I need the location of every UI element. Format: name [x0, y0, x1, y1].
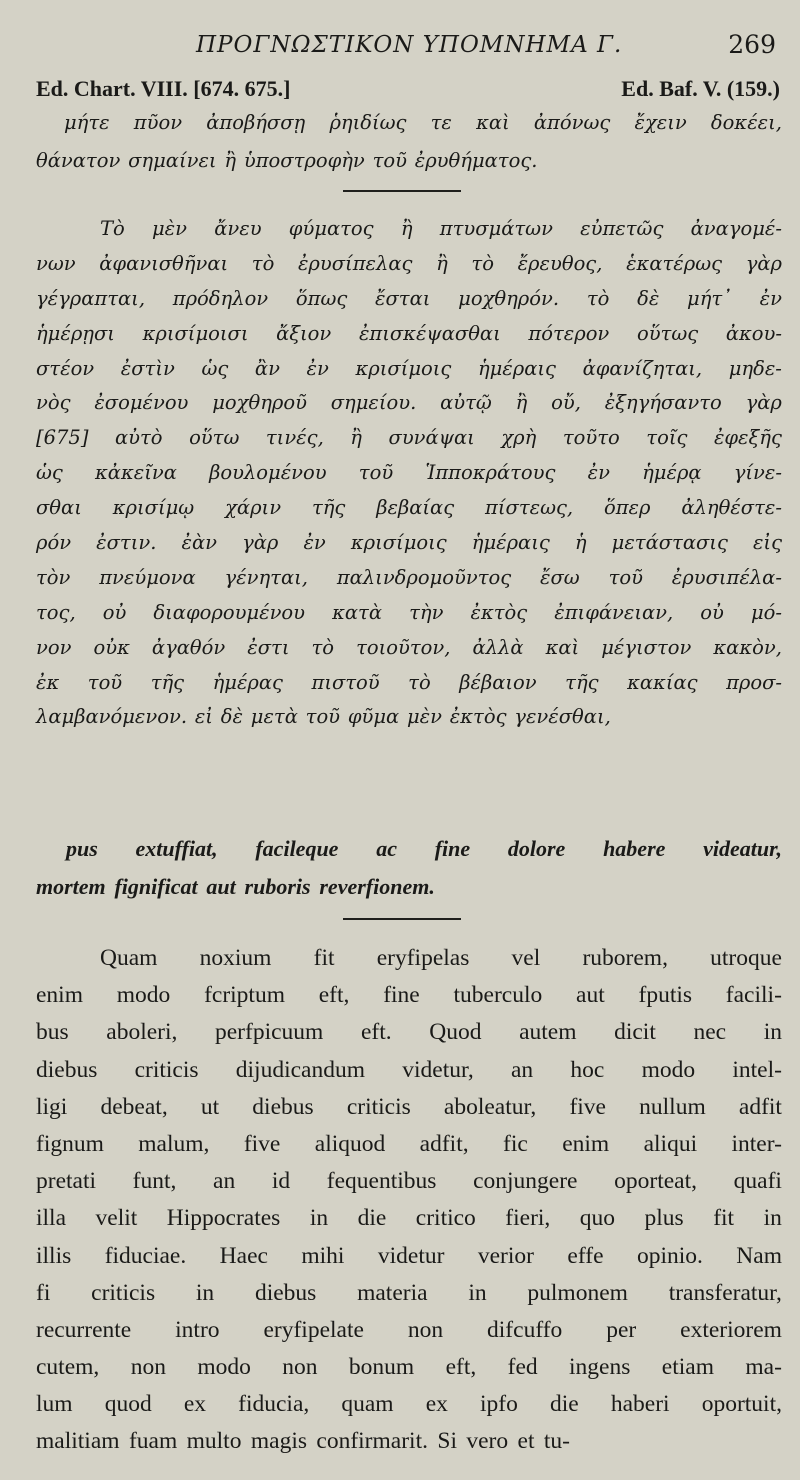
text-line: mortem fignificat aut ruboris reverfionem. — [36, 874, 435, 899]
text-line: enim modo fcriptum eft, fine tuberculo aut fputis facili- — [36, 982, 782, 1009]
greek-commentary — [36, 212, 782, 735]
text-line: ὡς κἀκεῖνα βουλομένου τοῦ Ἱπποκράτους ἐν ἡμέρᾳ γίνε- — [36, 461, 782, 485]
text-line: [675] αὐτὸ οὕτω τινές, ἢ συνάψαι χρὴ τοῦτο τοῖς ἐφεξῆς — [36, 426, 782, 450]
running-head — [0, 30, 800, 64]
latin-commentary — [36, 940, 782, 1461]
text-line: νὸς ἐσομένου μοχθηροῦ σημείου. αὐτῷ ἢ οὔ, ἐξηγήσαντο γὰρ — [36, 391, 782, 415]
section-rule-greek — [343, 190, 461, 192]
text-line: σθαι κρισίμῳ χάριν τῆς βεβαίας πίστεως, ὅπερ ἀληθέστε- — [36, 496, 782, 520]
section-rule-latin — [343, 918, 461, 920]
greek-lemma — [36, 104, 782, 180]
text-line: μήτε πῦον ἀποβήσσῃ ῥηιδίως τε καὶ ἀπόνως ἔχειν δοκέει, — [64, 111, 782, 134]
text-line: illa velit Hippocrates in die critico fieri, quo plus fit in — [36, 1205, 782, 1232]
text-line: λαμβανόμενον. εἰ δὲ μετὰ τοῦ φῦμα μὲν ἐκτὸς γενέσθαι, — [36, 705, 611, 729]
latin-lemma — [36, 830, 782, 906]
text-line: τὸν πνεύμονα γένηται, παλινδρομοῦντος ἔσω τοῦ ἐρυσιπέλα- — [36, 565, 782, 589]
running-title: ΠΡΟΓΝΩΣΤΙΚΟΝ ΥΠΟΜΝΗΜΑ Γ. — [196, 32, 623, 58]
text-line: pretati funt, an id fequentibus conjungere oporteat, quafi — [36, 1168, 782, 1195]
edition-chartier: Ed. Chart. VIII. [674. 675.] — [36, 76, 291, 101]
text-line: lum quod ex fiducia, quam ex ipfo die haberi oportuit, — [36, 1391, 782, 1418]
text-line: fignum malum, five aliquod adfit, fic enim aliqui inter- — [36, 1130, 782, 1157]
text-line: ligi debeat, ut diebus criticis aboleatur, five nullum adfit — [36, 1093, 782, 1120]
text-line: cutem, non modo non bonum eft, fed ingens etiam ma- — [36, 1354, 782, 1381]
text-line: ἡμέρῃσι κρισίμοισι ἄξιον ἐπισκέψασθαι πότερον οὕτως ἀκου- — [36, 321, 782, 345]
text-line: recurrente intro eryfipelate non difcuffo per exteriorem — [36, 1316, 782, 1343]
edition-line — [36, 76, 780, 106]
edition-basel: Ed. Baf. V. (159.) — [621, 76, 780, 101]
text-line: pus extuffiat, facileque ac fine dolore habere videatur, — [66, 836, 782, 861]
text-line: τος, οὐ διαφορουμένου κατὰ τὴν ἐκτὸς ἐπιφάνειαν, οὐ μό- — [36, 600, 782, 624]
text-line: γέγραπται, πρόδηλον ὅπως ἔσται μοχθηρόν. τὸ δὲ μήτ᾽ ἐν — [36, 286, 782, 310]
text-line: bus aboleri, perfpicuum eft. Quod autem dicit nec in — [36, 1019, 782, 1046]
text-line: Τὸ μὲν ἄνευ φύματος ἢ πτυσμάτων εὐπετῶς ἀναγομέ- — [100, 217, 782, 240]
page-number: 269 — [728, 30, 776, 59]
text-line: στέον ἐστὶν ὡς ἂν ἐν κρισίμοις ἡμέραις ἀφανίζηται, μηδε- — [36, 356, 782, 380]
text-line: malitiam fuam multo magis confirmarit. Si vero et tu- — [36, 1428, 570, 1455]
text-line: diebus criticis dijudicandum videtur, an hoc modo intel- — [36, 1056, 782, 1083]
text-line: νον οὐκ ἀγαθόν ἐστι τὸ τοιοῦτον, ἀλλὰ καὶ μέγιστον κακὸν, — [36, 635, 782, 659]
text-line: Quam noxium fit eryfipelas vel ruborem, utroque — [100, 945, 782, 971]
text-line: illis fiduciae. Haec mihi videtur verior effe opinio. Nam — [36, 1242, 782, 1269]
text-line: ρόν ἐστιν. ἐὰν γὰρ ἐν κρισίμοις ἡμέραις ἡ μετάστασις εἰς — [36, 531, 782, 555]
text-line: θάνατον σημαίνει ἢ ὑποστροφὴν τοῦ ἐρυθήματος. — [36, 149, 538, 172]
text-line: νων ἀφανισθῆναι τὸ ἐρυσίπελας ἢ τὸ ἔρευθος, ἑκατέρως γὰρ — [36, 251, 782, 275]
text-line: fi criticis in diebus materia in pulmonem transferatur, — [36, 1279, 782, 1306]
text-line: ἐκ τοῦ τῆς ἡμέρας πιστοῦ τὸ βέβαιον τῆς κακίας προσ- — [36, 670, 782, 694]
